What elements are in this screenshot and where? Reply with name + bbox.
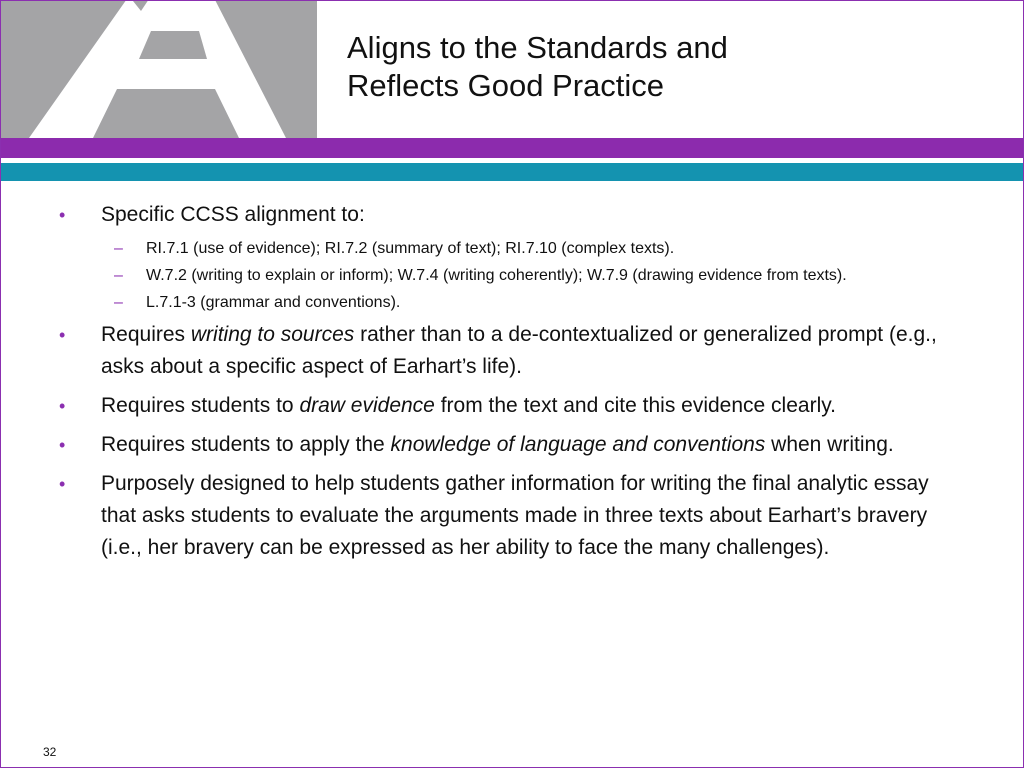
bullet-item [59,429,969,461]
letter-a-logo-icon [1,1,317,138]
dash-icon: – [114,240,123,257]
bullet-icon: • [59,474,66,494]
sub-bullet-text: RI.7.1 (use of evidence); RI.7.2 (summary of text); RI.7.10 (complex texts). [146,240,675,257]
bullet-text-emphasis: draw evidence [299,394,435,417]
sub-bullet-item [59,265,969,286]
dash-icon: – [114,294,123,311]
bullet-text-post: rather than to a de-contextualized or generalized prompt (e.g., asks about a specific aspect of Earhart’s life). [101,323,937,378]
bullet-text-emphasis: writing to sources [190,323,355,346]
bullet-text: Purposely designed to help students gather information for writing the final analytic essay that asks students to evaluate the arguments made in three texts about Earhart’s bravery (i.e., her bravery can be expressed as her ability to face the many challenges). [101,472,929,559]
bullet-icon: • [59,325,66,345]
teal-band [1,163,1024,181]
slide-body [59,199,969,571]
bullet-item [59,319,969,383]
page-number: 32 [43,745,57,759]
bullet-text-emphasis: knowledge of language and conventions [390,433,766,456]
bullet-text-pre: Requires students to apply the [101,433,391,456]
sub-bullet-item [59,238,969,259]
bullet-icon: • [59,435,66,455]
bullet-text-post: when writing. [765,433,894,456]
sub-bullet-item [59,292,969,313]
purple-band [1,138,1024,158]
sub-list [59,238,969,313]
bullet-item [59,468,969,564]
sub-bullet-text: L.7.1-3 (grammar and conventions). [146,294,401,311]
bullet-text: Specific CCSS alignment to: [101,203,365,226]
bullet-icon: • [59,205,66,225]
bullet-item [59,199,969,231]
bullet-item [59,390,969,422]
bullet-text-post: from the text and cite this evidence clearly. [434,394,837,417]
bullet-text-pre: Requires students to [101,394,300,417]
slide-title [347,29,987,105]
dash-icon: – [114,267,123,284]
logo [1,1,317,138]
bullet-text-pre: Requires [101,323,191,346]
slide-title-line-1: Aligns to the Standards and [347,30,728,65]
sub-bullet-text: W.7.2 (writing to explain or inform); W.7.4 (writing coherently); W.7.9 (drawing evidence from texts). [146,267,847,284]
slide-title-line-2: Reflects Good Practice [347,68,665,103]
bullet-icon: • [59,396,66,416]
